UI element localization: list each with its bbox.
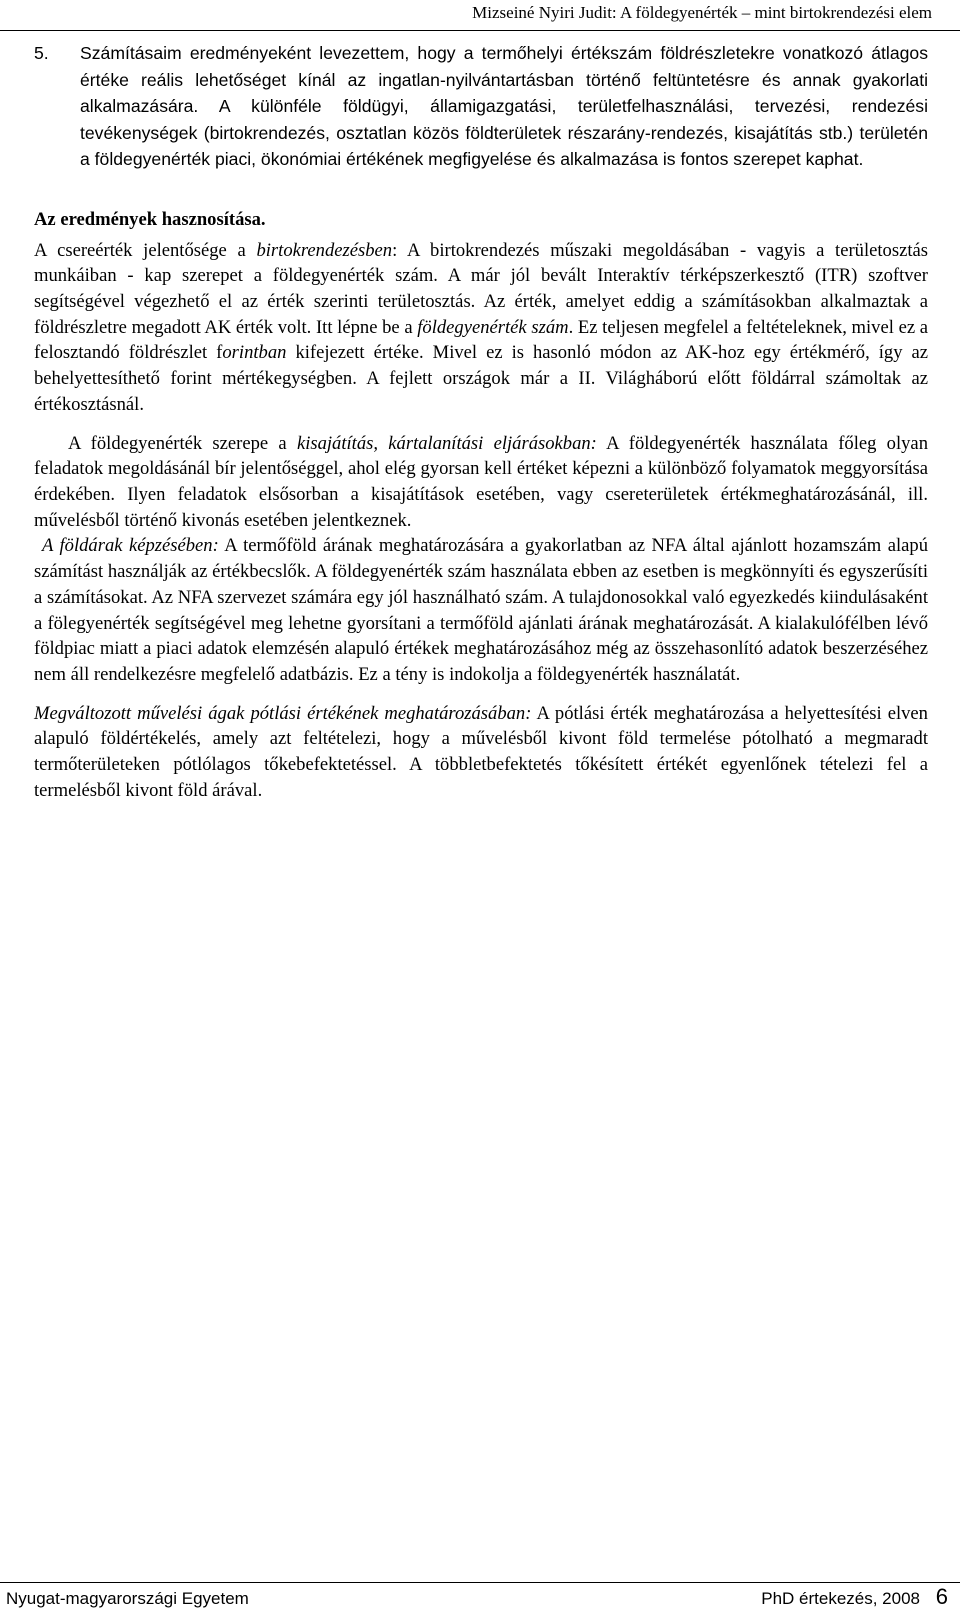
italic-run: birtokrendezésben	[256, 239, 393, 261]
text-run: A földegyenérték használata főleg olyan feladatok megoldásánál bír jelentőséggel, ahol elég gyorsan kell értéket képezni a különböző folyamatok meggyorsítása érdekében. Ilyen feladatok elsősorban a kisajátítások esetében, vagy csereterületek értékmeghatározásánál, ill. művelésből történő kivonás esetében jelentkeznek.	[34, 432, 928, 531]
section-heading: Az eredmények hasznosítása.	[34, 208, 266, 230]
footer-document: PhD értekezés, 2008	[761, 1589, 920, 1608]
paragraph-potlasi-ertek	[34, 701, 928, 804]
page-footer	[0, 1582, 960, 1609]
text-run: A termőföld árának meghatározására a gyakorlatban az NFA által ajánlott hozamszám alapú számítást használják az értékbecslők. A földegyenérték szám használata ebben az esetben is megkönnyíti és egyszerűsíti a számításokat. Az NFA szervezet számára egy jól használható szám. A tulajdonosokkal való egyezkedés kiindulásaként a fölegyenérték segítségével meg lehetne gyorsítani a termőföld ajánlati árának meghatározását. A kialakulófélben lévő földpiac miatt a piaci adatok elemzésén alapuló értékek meghatározásához még az összehasonlító adatok beszerzéséhez nem áll rendelkezésre megfelelő adatbázis. Ez a tény is indokolja a földegyenérték használatát.	[34, 535, 928, 685]
running-header-title: Mizseiné Nyiri Judit: A földegyenérték – mint birtokrendezési elem	[472, 3, 932, 22]
text-run: kifejezett értéke. Mivel ez is hasonló módon az AK-hoz egy értékmérő, így az behelyettesíthető forint mértékegységben. A fejlett országok már a II. Világháború előtt földárral számoltak az értékosztásnál.	[34, 342, 928, 415]
text-run: A csereérték jelentősége a	[34, 239, 257, 261]
paragraph-kisajatitas	[34, 431, 928, 534]
paragraph-csereertek	[34, 238, 928, 418]
text-run: . Ez teljesen megfelel a feltételeknek, mivel ez a felosztandó földrészlet f	[34, 316, 928, 364]
item-text: Számításaim eredményeként levezettem, hogy a termőhelyi értékszám földrészletekre vonatkozó átlagos értéke reális lehetőséget kínál az ingatlan-nyilvántartásban történő feltüntetésre és annak gyakorlati alkalmazására. A különféle földügyi, államigazgatási, területfelhasználási, tervezési, rendezési tevékenységek (birtokrendezés, osztatlan közös földterületek részarány-rendezés, kisajátítás stb.) területén a földegyenérték piaci, ökonómiai értékének megfigyelése és alkalmazása is fontos szerepet kaphat.	[80, 43, 928, 170]
italic-run: kisajátítás, kártalanítási eljárásokban:	[296, 432, 597, 454]
paragraph-foldarak	[34, 533, 928, 687]
text-run: A földegyenérték szerepe a	[68, 432, 297, 454]
italic-run: földegyenérték szám	[417, 316, 569, 338]
italic-run: Megváltozott művelési ágak pótlási értékének meghatározásában:	[34, 702, 532, 724]
footer-university: Nyugat-magyarországi Egyetem	[6, 1589, 249, 1608]
text-run: A pótlási érték meghatározása a helyettesítési elven alapuló földértékelés, amely azt feltételezi, hogy a művelésből kivont föld termelése pótolható a megmaradt termőterületeken pótlólagos tőkebefektetéssel. A többletbefektetés tőkésített értékét egyenlőnek tételezi fel a termelésből kivont föld árával.	[34, 702, 928, 801]
numbered-item-5	[34, 40, 928, 173]
page-content	[34, 40, 928, 803]
italic-run: A földárak képzésében:	[42, 535, 219, 557]
item-number: 5.	[34, 43, 49, 63]
page-number: 6	[935, 1584, 948, 1609]
text-run: : A birtokrendezés műszaki megoldásában - vagyis a területosztás munkáiban - kap szerepet a földegyenérték szám. A már jól bevált Interaktív térképszerkesztő (ITR) szoftver segítségével végezhető el az érték szerinti területosztás. Az érték, amelyet eddig a számításokban alkalmaztak a földrészletre megadott AK érték volt. Itt lépne be a	[34, 239, 928, 338]
italic-run: orintban	[222, 342, 287, 364]
page-header	[0, 0, 960, 31]
